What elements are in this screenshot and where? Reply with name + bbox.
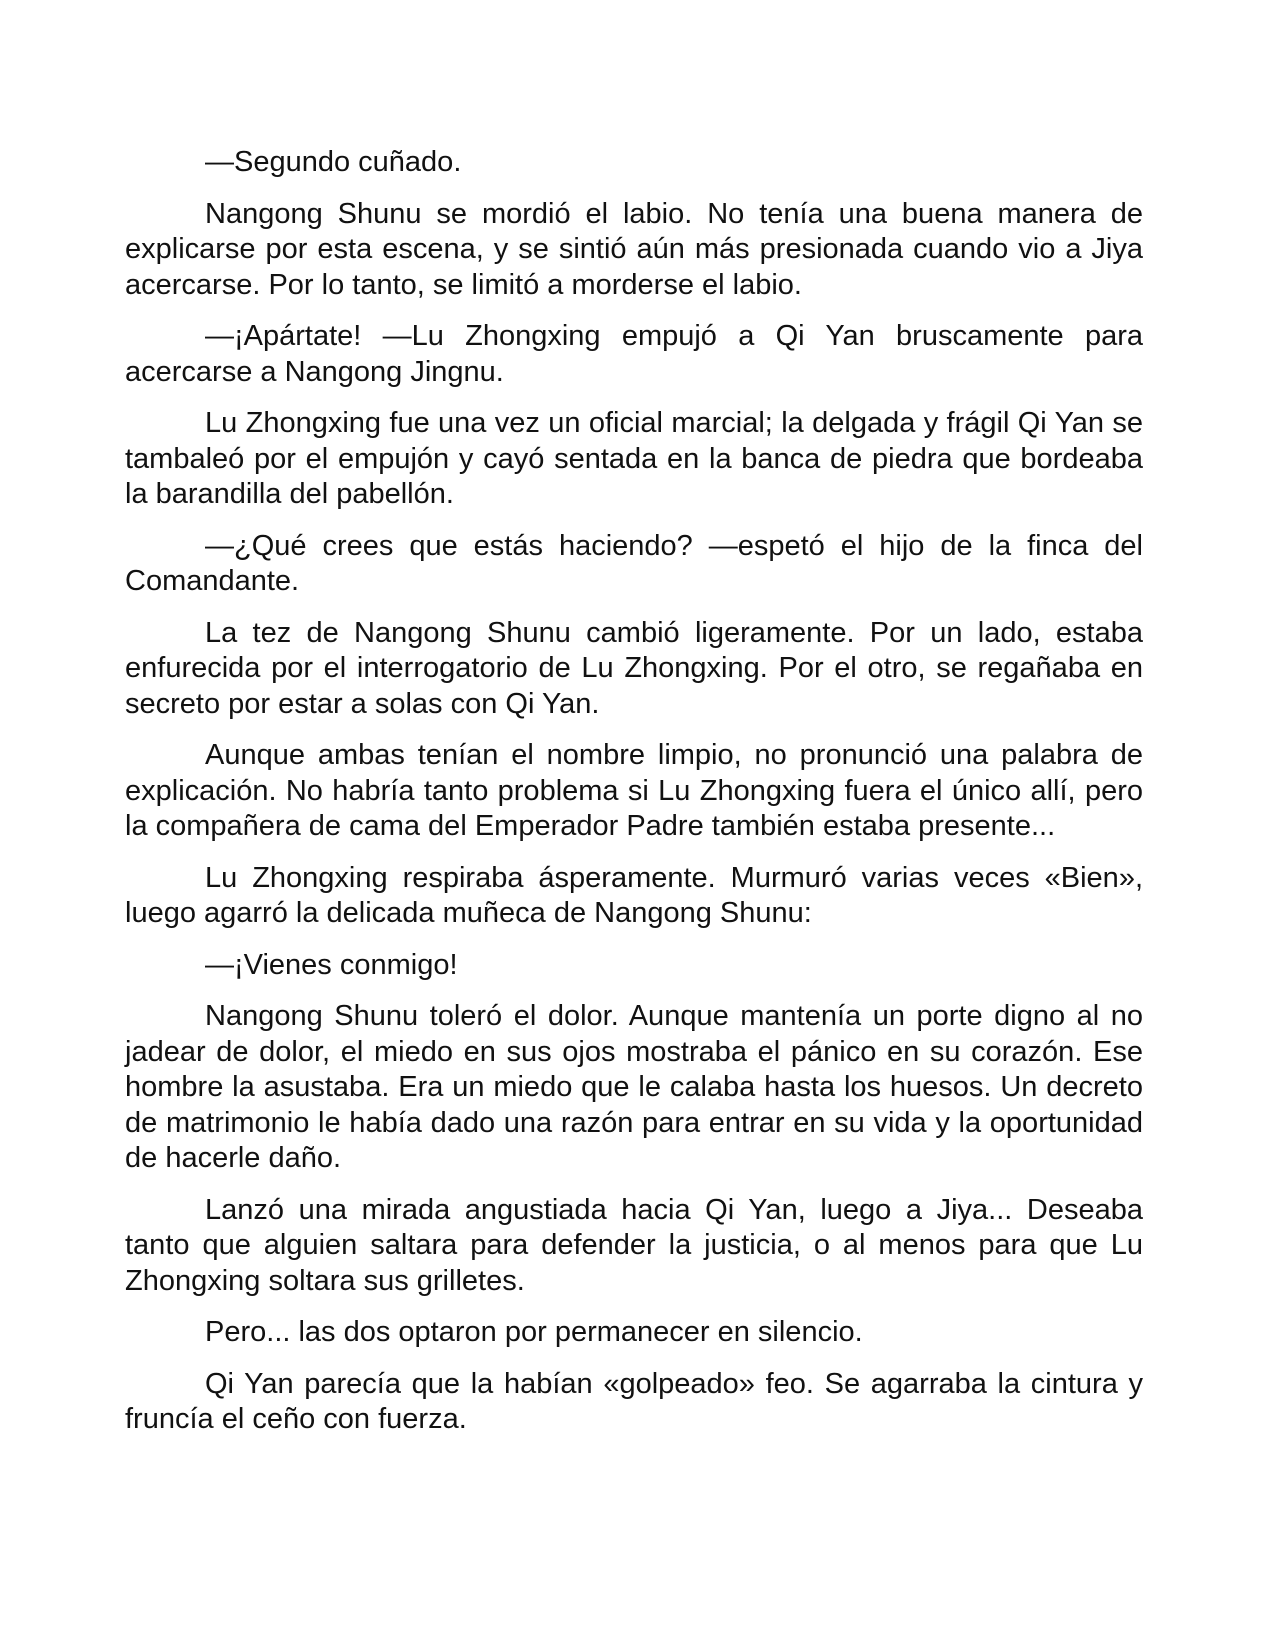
body-text <box>125 145 1143 1454</box>
paragraph: Lanzó una mirada angustiada hacia Qi Yan, luego a Jiya... Deseaba tanto que alguien saltara para defender la justicia, o al menos para que Lu Zhongxing soltara sus grilletes. <box>125 1193 1143 1297</box>
paragraph: Nangong Shunu toleró el dolor. Aunque mantenía un porte digno al no jadear de dolor, el miedo en sus ojos mostraba el pánico en su corazón. Ese hombre la asustaba. Era un miedo que le calaba hasta los huesos. Un decreto de matrimonio le había dado una razón para entrar en su vida y la oportunidad de hacerle daño. <box>125 1000 1143 1174</box>
paragraph: La tez de Nangong Shunu cambió ligeramente. Por un lado, estaba enfurecida por el interrogatorio de Lu Zhongxing. Por el otro, se regañaba en secreto por estar a solas con Qi Yan. <box>125 616 1143 720</box>
paragraph: —¡Apártate! —Lu Zhongxing empujó a Qi Yan bruscamente para acercarse a Nangong Jingnu. <box>125 320 1143 388</box>
paragraph: —¿Qué crees que estás haciendo? —espetó el hijo de la finca del Comandante. <box>125 529 1143 597</box>
paragraph: Qi Yan parecía que la habían «golpeado» feo. Se agarraba la cintura y fruncía el ceño con fuerza. <box>125 1367 1143 1435</box>
paragraph: Lu Zhongxing respiraba ásperamente. Murmuró varias veces «Bien», luego agarró la delicada muñeca de Nangong Shunu: <box>125 861 1143 929</box>
paragraph: Pero... las dos optaron por permanecer en silencio. <box>205 1316 863 1348</box>
paragraph: —Segundo cuñado. <box>205 146 462 178</box>
paragraph: —¡Vienes conmigo! <box>205 948 458 981</box>
paragraph: Nangong Shunu se mordió el labio. No tenía una buena manera de explicarse por esta escena, y se sintió aún más presionada cuando vio a Jiya acercarse. Por lo tanto, se limitó a morderse el labio. <box>125 197 1143 301</box>
paragraph: Aunque ambas tenían el nombre limpio, no pronunció una palabra de explicación. No habría tanto problema si Lu Zhongxing fuera el único allí, pero la compañera de cama del Emperador Padre también estaba presente... <box>125 739 1143 842</box>
paragraph: Lu Zhongxing fue una vez un oficial marcial; la delgada y frágil Qi Yan se tambaleó por el empujón y cayó sentada en la banca de piedra que bordeaba la barandilla del pabellón. <box>125 407 1143 510</box>
